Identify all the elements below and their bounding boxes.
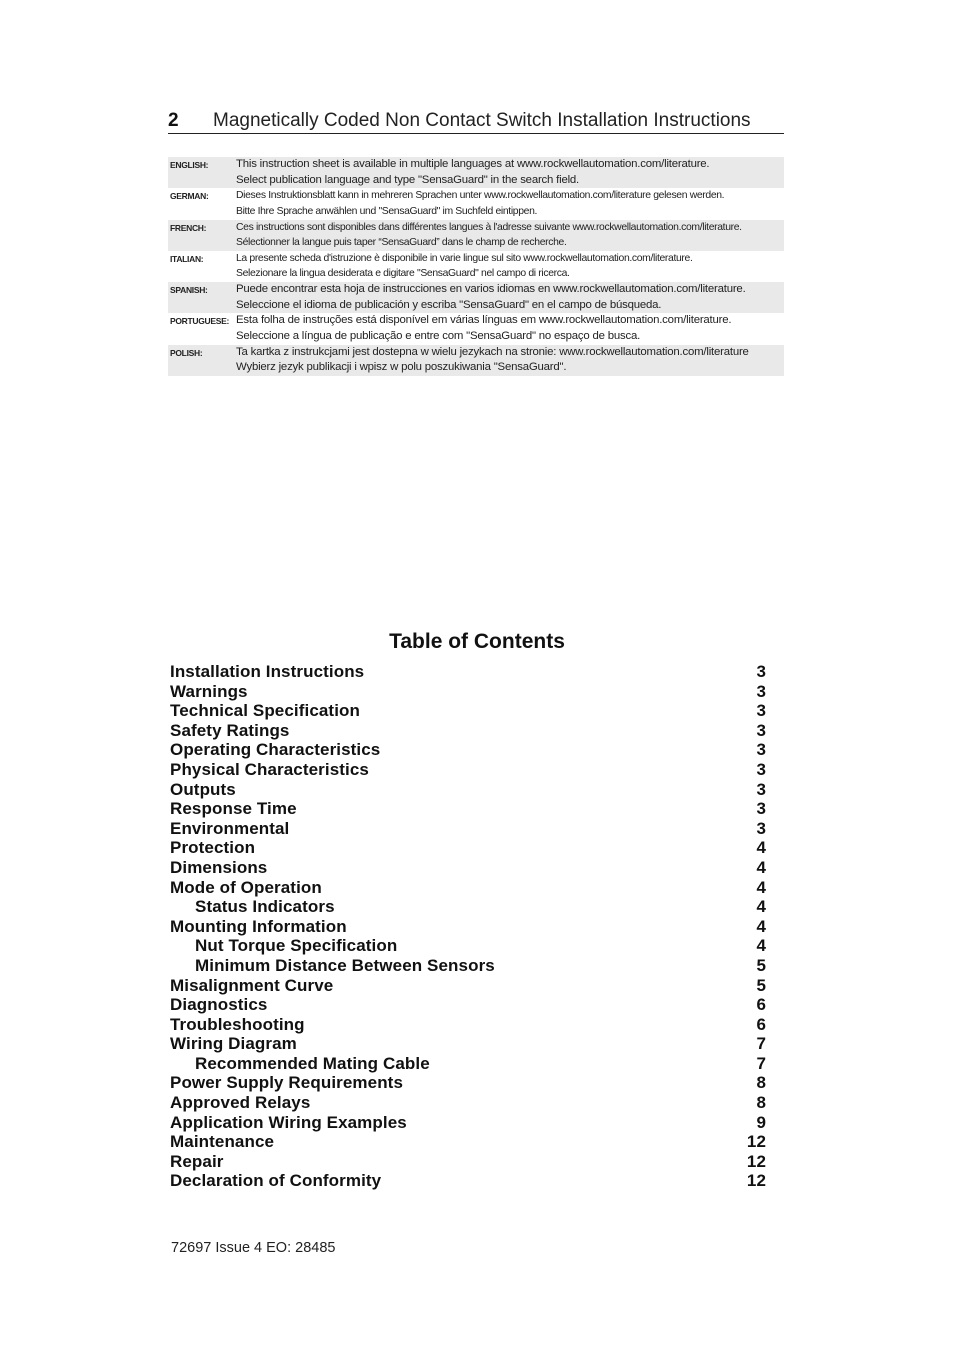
toc-entry[interactable]: Diagnostics 6 <box>170 995 766 1015</box>
language-name: ENGLISH: <box>168 157 236 188</box>
language-row-german <box>168 188 784 219</box>
toc-entry[interactable]: Troubleshooting 6 <box>170 1014 766 1034</box>
language-availability-table <box>168 157 784 376</box>
toc-entry[interactable]: Dimensions 4 <box>170 857 766 877</box>
toc-entry[interactable]: Physical Characteristics 3 <box>170 759 766 779</box>
page-header <box>168 110 784 134</box>
toc-entry[interactable]: Installation Instructions 3 <box>170 662 766 681</box>
toc-entry[interactable]: Protection 4 <box>170 838 766 858</box>
toc-entry[interactable]: Application Wiring Examples 9 <box>170 1112 766 1132</box>
language-row-portuguese <box>168 313 784 344</box>
toc-entry[interactable]: Warnings 3 <box>170 681 766 701</box>
language-name: SPANISH: <box>168 282 236 313</box>
language-text: Ta kartka z instrukcjami jest dostepna w wielu jezykach na stronie: www.rockwellautomation.com/literature Wybierz jezyk publikacji i wpisz w polu poszukiwania "SensaGuard". <box>236 345 784 376</box>
language-text: Ces instructions sont disponibles dans différentes langues à l'adresse suivante www.rockwellautomation.com/literature. Sélectionner la langue puis taper “SensaGuard” dans le champ de recherche. <box>236 220 784 251</box>
toc-entry[interactable]: Mode of Operation 4 <box>170 877 766 897</box>
language-text: Esta folha de instruções está disponível em várias línguas em www.rockwellautomation.com/literature. Seleccione a língua de publicação e entre com "SensaGuard" no espaço de busca. <box>236 314 732 342</box>
language-name: FRENCH: <box>168 220 236 251</box>
toc-entry[interactable]: Wiring Diagram 7 <box>170 1034 766 1054</box>
language-name: ITALIAN: <box>170 253 204 264</box>
table-of-contents <box>170 662 766 1191</box>
toc-entry[interactable]: Outputs 3 <box>170 779 766 799</box>
toc-entry[interactable]: Maintenance 12 <box>170 1132 766 1152</box>
language-text: This instruction sheet is available in multiple languages at www.rockwellautomation.com/literature. Select publication language and type "SensaGuard" in the search field. <box>236 157 784 188</box>
toc-subentry[interactable]: Minimum Distance Between Sensors 5 <box>195 955 766 975</box>
toc-entry[interactable]: Safety Ratings 3 <box>170 720 766 740</box>
toc-entry[interactable]: Approved Relays 8 <box>170 1093 766 1113</box>
language-name: GERMAN: <box>170 191 209 202</box>
language-row-polish <box>168 345 784 376</box>
language-row-italian <box>168 251 784 282</box>
toc-heading: Table of Contents <box>389 630 565 653</box>
document-footer: 72697 Issue 4 EO: 28485 <box>171 1240 336 1256</box>
toc-subentry[interactable]: Nut Torque Specification 4 <box>195 936 766 956</box>
language-row-french <box>168 220 784 251</box>
toc-entry[interactable]: Environmental 3 <box>170 818 766 838</box>
language-row-english <box>168 157 784 188</box>
toc-entry[interactable]: Repair 12 <box>170 1151 766 1171</box>
toc-entry[interactable]: Misalignment Curve 5 <box>170 975 766 995</box>
language-name: PORTUGUESE: <box>170 316 230 327</box>
toc-entry[interactable]: Technical Specification 3 <box>170 701 766 721</box>
document-title: Magnetically Coded Non Contact Switch Installation Instructions <box>213 110 751 131</box>
toc-subentry[interactable]: Status Indicators 4 <box>195 897 766 917</box>
toc-subentry[interactable]: Recommended Mating Cable 7 <box>195 1053 766 1073</box>
toc-entry[interactable]: Response Time 3 <box>170 799 766 819</box>
toc-entry[interactable]: Declaration of Conformity 12 <box>170 1171 766 1191</box>
language-row-spanish <box>168 282 784 313</box>
language-name: POLISH: <box>168 345 236 376</box>
toc-entry[interactable]: Power Supply Requirements 8 <box>170 1073 766 1093</box>
language-text: Puede encontrar esta hoja de instrucciones en varios idiomas en www.rockwellautomation.com/literature. Seleccione el idioma de publicación y escriba "SensaGuard" en el campo de búsqueda. <box>236 282 784 313</box>
language-text: Dieses Instruktionsblatt kann in mehreren Sprachen unter www.rockwellautomation.com/literature gelesen werden. Bitte Ihre Sprache anwählen und "SensaGuard" im Suchfeld eintippen. <box>236 190 725 217</box>
toc-entry[interactable]: Operating Characteristics 3 <box>170 740 766 760</box>
language-text: La presente scheda d'istruzione è disponibile in varie lingue sul sito www.rockwellautomation.com/literature. Selezionare la lingua desiderata e digitare "SensaGuard" nel campo di ricerca. <box>236 252 693 280</box>
page-number: 2 <box>168 110 179 131</box>
toc-entry[interactable]: Mounting Information 4 <box>170 916 766 936</box>
